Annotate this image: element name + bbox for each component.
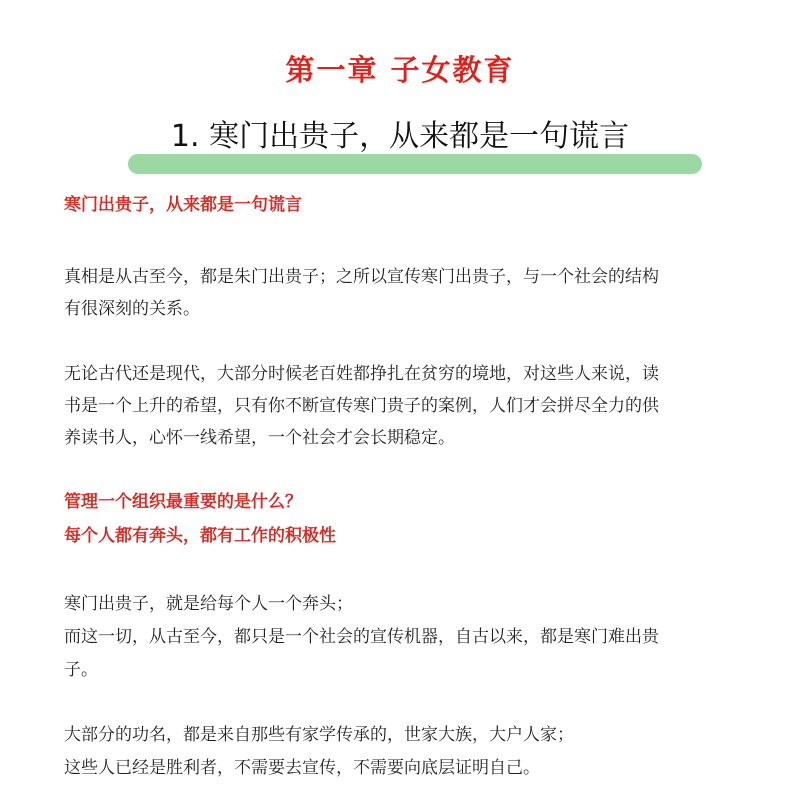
section-title-highlight	[128, 154, 702, 174]
heading-2-line-1: 管理一个组织最重要的是什么？	[64, 492, 302, 512]
para4-line-2: 这些人已经是胜利者，不需要去宣传，不需要向底层证明自己。	[64, 758, 540, 778]
section-title: 1. 寒门出贵子，从来都是一句谎言	[170, 119, 630, 154]
para3-line-1: 寒门出贵子，就是给每个人一个奔头；	[64, 594, 353, 614]
para3-line-3: 子。	[64, 660, 98, 680]
heading-1: 寒门出贵子，从来都是一句谎言	[64, 195, 302, 215]
para2-line-2: 书是一个上升的希望，只有你不断宣传寒门贵子的案例，人们才会拼尽全力的供	[64, 396, 659, 416]
para2-line-3: 养读书人，心怀一线希望，一个社会才会长期稳定。	[64, 428, 455, 448]
para1-line-1: 真相是从古至今，都是朱门出贵子；之所以宣传寒门出贵子，与一个社会的结构	[64, 267, 659, 287]
heading-2-line-2: 每个人都有奔头，都有工作的积极性	[64, 526, 336, 546]
para4-line-1: 大部分的功名，都是来自那些有家学传承的，世家大族，大户人家；	[64, 725, 574, 745]
para2-line-1: 无论古代还是现代，大部分时候老百姓都挣扎在贫穷的境地，对这些人来说，读	[64, 364, 659, 384]
para1-line-2: 有很深刻的关系。	[64, 299, 200, 319]
para3-line-2: 而这一切，从古至今，都只是一个社会的宣传机器，自古以来，都是寒门难出贵	[64, 627, 659, 647]
chapter-title: 第一章 子女教育	[285, 53, 515, 87]
